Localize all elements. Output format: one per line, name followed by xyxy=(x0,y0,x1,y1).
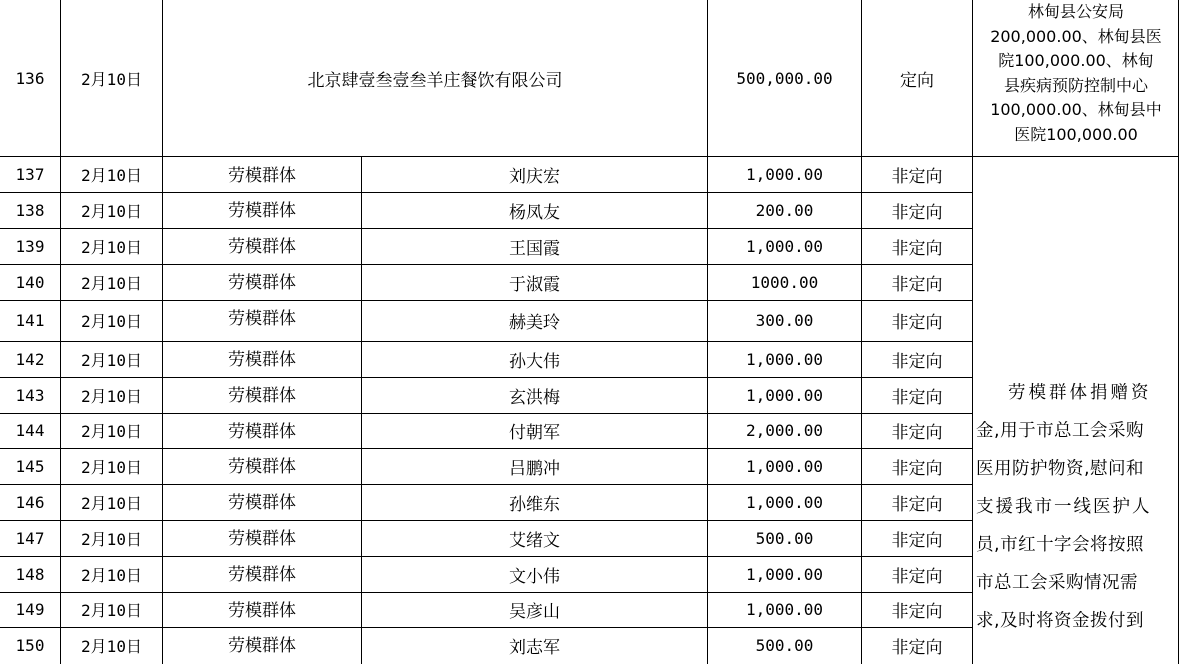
row-number: 149 xyxy=(15,600,45,619)
row-date: 2月10日 xyxy=(81,493,142,513)
donation-type: 非定向 xyxy=(891,566,943,587)
group-donation-note xyxy=(976,374,1176,640)
donor-group: 劳模群体 xyxy=(228,529,296,549)
row-number: 141 xyxy=(15,311,45,330)
row-date: 2月10日 xyxy=(81,273,142,293)
grid-line xyxy=(0,413,972,414)
grid-line xyxy=(972,0,973,664)
row-number: 150 xyxy=(15,635,45,655)
row-number: 142 xyxy=(15,349,45,369)
grid-line xyxy=(0,377,972,378)
grid-line xyxy=(0,448,972,449)
note-line: 院100,000.00、林甸 xyxy=(998,51,1154,70)
row-number: 145 xyxy=(15,456,45,476)
donor-group: 劳模群体 xyxy=(228,457,296,477)
donation-type: 非定向 xyxy=(891,313,943,333)
grid-line xyxy=(0,627,972,628)
row-date: 2月10日 xyxy=(81,386,142,406)
note-line: 市总工会采购情况需 xyxy=(976,573,1138,593)
grid-line xyxy=(861,0,862,664)
donor-name: 刘庆宏 xyxy=(509,167,560,187)
donation-type: 非定向 xyxy=(891,238,943,259)
row-number: 136 xyxy=(15,68,45,88)
donation-amount: 1,000.00 xyxy=(745,385,824,405)
donor-name: 王国霞 xyxy=(509,238,560,259)
donation-type: 非定向 xyxy=(891,351,943,372)
donor-name: 刘志军 xyxy=(509,637,560,658)
row-number: 146 xyxy=(15,492,45,512)
donation-type: 非定向 xyxy=(891,167,943,187)
note-line: 员,市红十字会将按照 xyxy=(976,535,1145,555)
grid-line xyxy=(361,156,362,664)
donor-name: 孙大伟 xyxy=(509,351,560,372)
grid-line xyxy=(0,228,972,229)
donation-amount: 1,000.00 xyxy=(745,165,824,184)
donation-type: 定向 xyxy=(900,70,934,91)
row-number: 143 xyxy=(15,385,45,405)
row-date: 2月10日 xyxy=(81,166,142,185)
donor-name: 赫美玲 xyxy=(509,313,560,333)
row-date: 2月10日 xyxy=(81,422,142,441)
row-date: 2月10日 xyxy=(81,636,142,656)
note-line: 医用防护物资,慰问和 xyxy=(976,459,1145,479)
donor-group: 劳模群体 xyxy=(228,565,296,585)
grid-line xyxy=(707,0,708,664)
row-number: 148 xyxy=(15,564,45,584)
donor-group: 劳模群体 xyxy=(228,237,296,257)
donation-amount: 1000.00 xyxy=(750,272,819,292)
donation-type: 非定向 xyxy=(891,602,943,622)
donor-group: 劳模群体 xyxy=(228,636,296,656)
donation-amount: 500.00 xyxy=(755,528,814,548)
donor-group: 劳模群体 xyxy=(228,201,296,221)
donation-amount: 2,000.00 xyxy=(745,421,824,440)
allocation-note xyxy=(973,0,1179,156)
grid-line xyxy=(0,484,972,485)
donor-group: 劳模群体 xyxy=(228,166,296,186)
row-number: 139 xyxy=(15,236,45,256)
donor-name: 玄洪梅 xyxy=(509,387,560,408)
donation-amount: 1,000.00 xyxy=(745,236,824,256)
donation-type: 非定向 xyxy=(891,423,943,443)
donor-name: 吴彦山 xyxy=(509,602,560,622)
row-date: 2月10日 xyxy=(81,529,142,549)
donor-name: 吕鹏冲 xyxy=(509,458,560,479)
donor-group: 劳模群体 xyxy=(228,601,296,621)
donor-group: 劳模群体 xyxy=(228,386,296,406)
row-date: 2月10日 xyxy=(81,312,142,331)
row-date: 2月10日 xyxy=(81,237,142,257)
note-line: 劳模群体捐赠资 xyxy=(1008,383,1152,403)
donation-type: 非定向 xyxy=(891,637,943,658)
row-number: 140 xyxy=(15,272,45,292)
note-line: 林甸县公安局 xyxy=(1027,2,1124,21)
row-date: 2月10日 xyxy=(81,350,142,370)
donation-type: 非定向 xyxy=(891,494,943,515)
donor-name: 艾绪文 xyxy=(509,530,560,551)
row-date: 2月10日 xyxy=(81,69,142,89)
donation-type: 非定向 xyxy=(891,387,943,408)
row-date: 2月10日 xyxy=(81,457,142,477)
donor-name: 杨凤友 xyxy=(509,202,560,223)
row-number: 144 xyxy=(15,421,45,440)
grid-line xyxy=(0,264,972,265)
donation-amount: 1,000.00 xyxy=(745,492,824,512)
donation-amount: 1,000.00 xyxy=(745,600,824,619)
donor-name: 北京肆壹叁壹叁羊庄餐饮有限公司 xyxy=(307,70,563,91)
donor-name: 于淑霞 xyxy=(509,274,560,295)
donation-amount: 1,000.00 xyxy=(745,564,824,584)
donor-name: 孙维东 xyxy=(509,494,560,515)
donation-amount: 500,000.00 xyxy=(736,68,833,88)
donor-group: 劳模群体 xyxy=(228,422,296,442)
row-number: 138 xyxy=(15,200,45,220)
donation-amount: 500.00 xyxy=(755,635,814,655)
note-line: 支援我市一线医护人 xyxy=(976,497,1152,517)
donation-amount: 300.00 xyxy=(755,311,814,330)
row-number: 147 xyxy=(15,528,45,548)
donor-name: 文小伟 xyxy=(509,566,560,587)
grid-line xyxy=(162,0,163,664)
grid-line xyxy=(0,192,972,193)
donor-group: 劳模群体 xyxy=(228,350,296,370)
donor-group: 劳模群体 xyxy=(228,493,296,513)
row-date: 2月10日 xyxy=(81,565,142,585)
donation-amount: 1,000.00 xyxy=(745,456,824,476)
donation-type: 非定向 xyxy=(891,530,943,551)
note-line: 100,000.00、林甸县中 xyxy=(990,100,1162,119)
note-line: 金,用于市总工会采购 xyxy=(976,421,1145,441)
donation-type: 非定向 xyxy=(891,458,943,479)
donation-type: 非定向 xyxy=(891,202,943,223)
row-date: 2月10日 xyxy=(81,201,142,221)
note-line: 求,及时将资金拨付到 xyxy=(976,611,1145,631)
grid-line xyxy=(0,520,972,521)
grid-line xyxy=(0,556,972,557)
donor-group: 劳模群体 xyxy=(228,273,296,293)
grid-line xyxy=(0,592,972,593)
donation-type: 非定向 xyxy=(891,274,943,295)
note-line: 200,000.00、林甸县医 xyxy=(990,26,1162,46)
row-number: 137 xyxy=(15,165,45,184)
donor-name: 付朝军 xyxy=(509,423,560,443)
grid-line xyxy=(60,0,61,664)
grid-line xyxy=(0,341,972,342)
note-line: 县疾病预防控制中心 xyxy=(1003,75,1148,95)
donor-group: 劳模群体 xyxy=(228,309,296,329)
donation-amount: 1,000.00 xyxy=(745,349,824,369)
grid-line xyxy=(0,156,1179,157)
note-line: 医院100,000.00 xyxy=(1014,124,1138,144)
donation-amount: 200.00 xyxy=(755,200,814,220)
grid-line xyxy=(0,300,972,301)
row-date: 2月10日 xyxy=(81,601,142,620)
